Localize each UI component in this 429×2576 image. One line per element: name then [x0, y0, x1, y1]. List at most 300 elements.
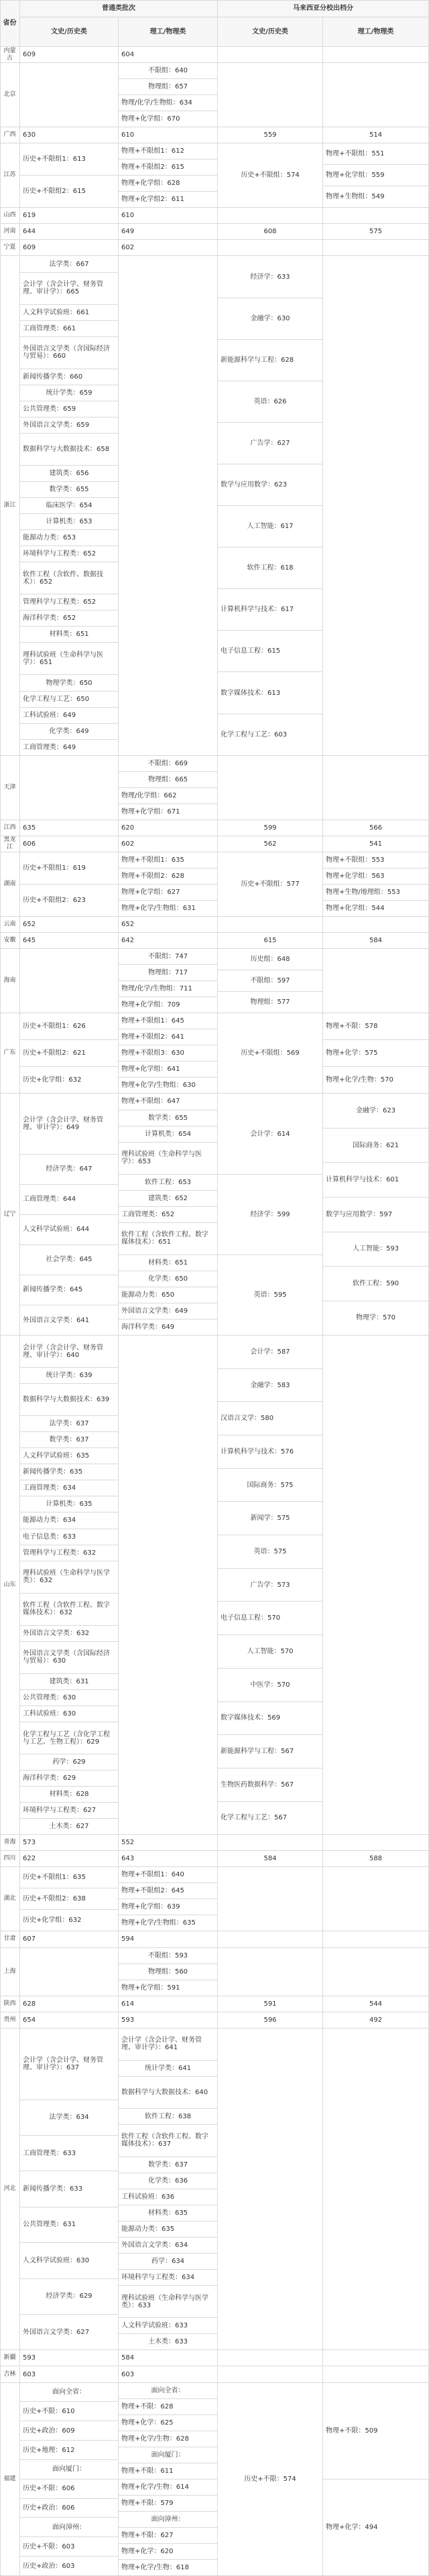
- branch-science-score: 584: [323, 933, 429, 949]
- general-arts-score-item: 计算机类：635: [20, 1496, 119, 1512]
- general-science-score-item: 物理+化学：620: [119, 2544, 218, 2560]
- general-science-score-item: 物理/化学组：662: [119, 788, 218, 804]
- general-science-score-item: 能源动力类：650: [119, 1287, 218, 1303]
- province-name: 河南: [0, 224, 20, 240]
- general-science-score-item: 物理+化学组2：611: [119, 192, 218, 208]
- branch-science-score: 566: [323, 820, 429, 836]
- general-arts-score: 607: [20, 1931, 119, 1947]
- general-science-score-item: 材料类：651: [119, 1255, 218, 1271]
- province-name: 湖北: [0, 1867, 20, 1931]
- general-arts-score-item: 历史+不限：610: [20, 2402, 119, 2421]
- general-arts-score-item: 社会学类：645: [20, 1245, 119, 1275]
- general-arts-score-item: 人文科学试验班：661: [20, 305, 119, 321]
- general-science-score-item: 物理+不限组：647: [119, 1094, 218, 1110]
- branch-science-score-item: 物理+化学/生物：570: [323, 1067, 429, 1094]
- general-science-score-item: 外国语言文学类：649: [119, 1303, 218, 1319]
- province-name: 上海: [0, 1948, 20, 1996]
- general-arts-score: 645: [20, 933, 119, 949]
- general-science-empty-cell: [119, 1336, 218, 1835]
- general-science-score-item: 药学：634: [119, 2254, 218, 2270]
- branch-science-empty-cell: [323, 1931, 429, 1947]
- branch-arts-empty-cell: [218, 240, 323, 256]
- branch-arts-score: 591: [218, 1996, 323, 2012]
- province-name: 贵州: [0, 2012, 20, 2028]
- branch-arts-score-item: 英语：595: [218, 1255, 323, 1336]
- branch-science-empty-cell: [323, 1867, 429, 1931]
- general-arts-score-item: 工商管理类：634: [20, 1480, 119, 1496]
- general-arts-score-item: 数据科学与大数据技术：658: [20, 434, 119, 466]
- branch-arts-score-item: 历史组：648: [218, 949, 323, 970]
- branch-arts-empty-cell: [218, 756, 323, 820]
- branch-arts-score-item: 新闻学：575: [218, 1502, 323, 1535]
- branch-arts-score-item: 英语：626: [218, 381, 323, 423]
- branch-arts-score-item: 会计学：587: [218, 1336, 323, 1369]
- branch-science-score: 541: [323, 836, 429, 852]
- branch-science-score: 492: [323, 2012, 429, 2028]
- general-science-score-item: 软件工程（含软件工程、数字媒体技术）：637: [119, 2125, 218, 2157]
- province-name: 安徽: [0, 933, 20, 949]
- general-arts-score-item: 历史+政治：606: [20, 2499, 119, 2518]
- branch-arts-score-item: 金融学：630: [218, 298, 323, 340]
- general-science-score-item: 土木类：633: [119, 2334, 218, 2350]
- general-science-score: 620: [119, 820, 218, 836]
- branch-arts-score-item: 会计学：614: [218, 1094, 323, 1174]
- general-arts-score-item: 历史+不限组1：613: [20, 143, 119, 176]
- general-arts-score-item: 历史+不限：606: [20, 2480, 119, 2499]
- general-science-score-item: 物理+化学/生物组：635: [119, 1915, 218, 1931]
- general-arts-score-item: 工商管理类：644: [20, 1185, 119, 1215]
- province-name: 宁夏: [0, 240, 20, 256]
- general-science-score-item: 软件工程（含软件工程、数字媒体技术）：651: [119, 1223, 218, 1255]
- general-science-score-item: 不限组：747: [119, 949, 218, 965]
- general-science-score-item: 物理组：665: [119, 772, 218, 788]
- general-arts-score: 652: [20, 917, 119, 933]
- general-arts-score-item: 人文科学试验班：630: [20, 2243, 119, 2278]
- general-science-score: 604: [119, 47, 218, 63]
- general-arts-score-item: 新闻传播学类：660: [20, 369, 119, 385]
- general-arts-score: 630: [20, 127, 119, 143]
- general-science-score-item: 物理+不限组3：630: [119, 1045, 218, 1061]
- branch-science-score-item: 物理+不限：509: [323, 2383, 429, 2480]
- general-arts-score-item: 海洋科学类：652: [20, 610, 119, 627]
- general-arts-score-item: 公共管理类：659: [20, 401, 119, 417]
- general-arts-empty-cell: [20, 756, 119, 820]
- general-arts-score-item: 公共管理类：631: [20, 2207, 119, 2243]
- general-arts-score-item: 外国语言文学类：659: [20, 417, 119, 434]
- general-arts-score-item: 外国语言文学类：632: [20, 1626, 119, 1642]
- general-science-score-item: 物理+化学组：591: [119, 1980, 218, 1996]
- branch-science-score-item: 物理+化学：494: [323, 2480, 429, 2576]
- branch-science-score-item: 物理+化学组：559: [323, 165, 429, 186]
- province-name: 云南: [0, 917, 20, 933]
- general-arts-score-item: 公共管理类：630: [20, 1690, 119, 1706]
- general-arts-score-item: 新闻传播学类：633: [20, 2171, 119, 2207]
- general-arts-score-item: 历史+不限组1：626: [20, 1013, 119, 1040]
- branch-arts-score-item: 英语：575: [218, 1535, 323, 1569]
- general-arts-score-item: 历史+化学组：632: [20, 1910, 119, 1931]
- general-science-score: 652: [119, 917, 218, 933]
- general-arts-score-item: 外国语言文学类：641: [20, 1305, 119, 1336]
- branch-arts-score-item: 新能源科学与工程：628: [218, 340, 323, 381]
- general-arts-score-item: 能源动力类：653: [20, 530, 119, 546]
- general-science-score-item: 工科试验班：636: [119, 2189, 218, 2205]
- branch-arts-col-header: 文史/历史类: [218, 17, 323, 47]
- general-arts-score-item: 面向全省：: [20, 2383, 119, 2402]
- general-arts-score-item: 统计学类：639: [20, 1368, 119, 1384]
- general-science-score-item: 物理+化学组：671: [119, 804, 218, 820]
- general-arts-score-item: 临床医学：654: [20, 498, 119, 514]
- general-arts-score-item: 计算机类：653: [20, 514, 119, 530]
- general-science-score-item: 物理+化学组：641: [119, 1061, 218, 1078]
- general-arts-score-item: 材料类：628: [20, 1787, 119, 1803]
- general-arts-score-item: 环境科学与工程类：652: [20, 546, 119, 562]
- general-arts-score-item: 环境科学与工程类：627: [20, 1803, 119, 1819]
- general-science-score-item: 计算机类：654: [119, 1126, 218, 1143]
- general-arts-score-item: 历史+不限组1：635: [20, 1867, 119, 1888]
- branch-science-empty-cell: [323, 1835, 429, 1851]
- general-science-score-item: 建筑类：652: [119, 1191, 218, 1207]
- general-arts-score-item: 数据科学与大数据技术：639: [20, 1384, 119, 1416]
- branch-arts-score: 历史+不限组：577: [218, 852, 323, 917]
- branch-arts-score-item: 数学与应用数学：623: [218, 464, 323, 506]
- branch-arts-score: 历史+不限组：574: [218, 143, 323, 208]
- general-science-score-item: 物理+不限组1：612: [119, 143, 218, 159]
- general-arts-score-item: 面向厦门：: [20, 2460, 119, 2480]
- general-science-score-item: 软件工程：653: [119, 1175, 218, 1191]
- province-name: 四川: [0, 1851, 20, 1867]
- province-name: 山西: [0, 208, 20, 224]
- province-name: 甘肃: [0, 1931, 20, 1947]
- general-science-score-item: 材料类：635: [119, 2205, 218, 2221]
- general-science-score-item: 物理+化学组：709: [119, 997, 218, 1013]
- general-science-score: 552: [119, 1835, 218, 1851]
- general-science-score-item: 物理+不限组1：645: [119, 1013, 218, 1029]
- general-arts-score-item: 法学类：637: [20, 1416, 119, 1432]
- branch-science-empty-cell: [323, 256, 429, 755]
- general-science-score-item: 工商管理类：652: [119, 1207, 218, 1223]
- general-science-score-item: 外国语言文学类：634: [119, 2238, 218, 2254]
- general-arts-score-item: 工商管理类：661: [20, 321, 119, 337]
- general-science-score-item: 理科试验班（生命科学与医学类）：633: [119, 2286, 218, 2318]
- general-arts-score-item: 化学工程与工艺（含化学工程与工艺、生物工程）：629: [20, 1722, 119, 1754]
- branch-science-score: 514: [323, 127, 429, 143]
- general-science-score-item: 海洋科学类：649: [119, 1319, 218, 1336]
- province-name: 江西: [0, 820, 20, 836]
- province-name: 湖南: [0, 852, 20, 917]
- branch-arts-empty-cell: [218, 63, 323, 127]
- province-name: 吉林: [0, 2367, 20, 2383]
- general-science-score-item: 数学类：637: [119, 2157, 218, 2173]
- branch-arts-score-item: 数字媒体技术：569: [218, 1702, 323, 1736]
- branch-science-empty-cell: [323, 63, 429, 127]
- general-science-score-item: 不限组：669: [119, 756, 218, 772]
- province-name: 山东: [0, 1336, 20, 1835]
- general-arts-score-item: 经济学类：647: [20, 1155, 119, 1185]
- general-science-score-item: 物理+化学组：670: [119, 111, 218, 127]
- general-arts-score-item: 会计学（含会计学、财务管理、审计学）：665: [20, 273, 119, 305]
- branch-arts-score-item: 电子信息工程：570: [218, 1602, 323, 1635]
- branch-science-empty-cell: [323, 2028, 429, 2351]
- general-arts-score-item: 历史+不限组1：619: [20, 852, 119, 885]
- general-arts-score-item: 药学：629: [20, 1754, 119, 1770]
- general-science-score-item: 化学类：650: [119, 1271, 218, 1287]
- general-arts-empty-cell: [20, 63, 119, 127]
- province-name: 海南: [0, 949, 20, 1013]
- branch-arts-score-item: 物理组：577: [218, 992, 323, 1013]
- branch-science-col-header: 理工/物理类: [323, 17, 429, 47]
- branch-arts-empty-cell: [218, 47, 323, 63]
- general-arts-score-item: 历史+政治：609: [20, 2421, 119, 2441]
- branch-arts-score-item: 新能源科学与工程：567: [218, 1735, 323, 1768]
- general-arts-score-item: 管理科学与工程类：652: [20, 594, 119, 610]
- branch-arts-score-item: 金融学：583: [218, 1369, 323, 1403]
- branch-arts-score: 559: [218, 127, 323, 143]
- branch-science-empty-cell: [323, 1948, 429, 1996]
- branch-arts-score: 历史+不限：574: [218, 2383, 323, 2576]
- general-science-score: 642: [119, 933, 218, 949]
- general-science-col-header: 理工/物理类: [119, 17, 218, 47]
- general-science-score: 649: [119, 224, 218, 240]
- general-arts-score-item: 历史+不限组2：638: [20, 1888, 119, 1910]
- general-science-score: 602: [119, 240, 218, 256]
- branch-science-score-item: 物理+化学组：563: [323, 868, 429, 885]
- branch-arts-score: 584: [218, 1851, 323, 1867]
- general-arts-score-item: 理科试验班（生命科学与医学）：651: [20, 643, 119, 675]
- general-arts-score-item: 物理学类：650: [20, 675, 119, 691]
- general-arts-score-item: 外国语言文学类（含国际经济与贸易）：630: [20, 1642, 119, 1674]
- province-name: 新疆: [0, 2350, 20, 2366]
- general-arts-score: 619: [20, 208, 119, 224]
- general-arts-score-item: 工商管理类：649: [20, 740, 119, 756]
- branch-science-score: 588: [323, 1851, 429, 1867]
- general-science-score-item: 物理+化学组：628: [119, 176, 218, 192]
- branch-science-empty-cell: [323, 2350, 429, 2366]
- general-science-score-item: 物理组：717: [119, 965, 218, 981]
- general-arts-score-item: 建筑类：656: [20, 466, 119, 482]
- branch-arts-score-item: 不限组：597: [218, 970, 323, 992]
- branch-science-empty-cell: [323, 917, 429, 933]
- branch-arts-score: 历史+不限组：569: [218, 1013, 323, 1094]
- general-arts-score-item: 管理科学与工程类：632: [20, 1545, 119, 1561]
- branch-arts-empty-cell: [218, 208, 323, 224]
- branch-arts-empty-cell: [218, 917, 323, 933]
- general-science-score-item: 人文科学试验班：633: [119, 2318, 218, 2334]
- branch-arts-empty-cell: [218, 2028, 323, 2351]
- branch-science-empty-cell: [323, 1336, 429, 1835]
- branch-science-empty-cell: [323, 240, 429, 256]
- branch-arts-empty-cell: [218, 1835, 323, 1851]
- branch-arts-score-item: 计算机科学与技术：576: [218, 1435, 323, 1469]
- general-arts-score: 609: [20, 240, 119, 256]
- province-name: 黑龙江: [0, 836, 20, 852]
- general-science-score-item: 理科试验班（生命科学与医学）：653: [119, 1143, 218, 1175]
- general-arts-score-item: 法学类：667: [20, 256, 119, 272]
- branch-arts-score: 615: [218, 933, 323, 949]
- general-arts-score: 654: [20, 2012, 119, 2028]
- branch-arts-score-item: 计算机科学与技术：617: [218, 589, 323, 631]
- branch-science-score-item: 物理+生物组：549: [323, 186, 429, 208]
- branch-arts-empty-cell: [218, 2367, 323, 2383]
- branch-arts-score-item: 软件工程：618: [218, 548, 323, 589]
- general-science-score: 594: [119, 1931, 218, 1947]
- province-name: 福建: [0, 2383, 20, 2576]
- branch-science-score-item: 国际商务：621: [323, 1129, 429, 1163]
- general-arts-score: 628: [20, 1996, 119, 2012]
- general-arts-score-item: 数学类：637: [20, 1432, 119, 1448]
- branch-arts-score-item: 电子信息工程：615: [218, 631, 323, 672]
- branch-arts-score-item: 化学工程与工艺：603: [218, 714, 323, 756]
- general-science-score-item: 物理+化学/生物组：630: [119, 1078, 218, 1094]
- general-arts-score: 593: [20, 2350, 119, 2366]
- general-arts-score-item: 会计学（含会计学、财务管理、审计学）：649: [20, 1094, 119, 1154]
- branch-science-score-item: 数学与应用数学：597: [323, 1198, 429, 1232]
- general-arts-score-item: 工科试验班：649: [20, 708, 119, 724]
- branch-campus-header: 马来西亚分校出档分: [218, 0, 429, 17]
- general-science-score-item: 数学类：655: [119, 1110, 218, 1126]
- general-science-score-item: 环境科学与工程类：634: [119, 2270, 218, 2286]
- province-name: 浙江: [0, 256, 20, 755]
- general-arts-score-item: 会计学（含会计学、财务管理、审计学）：640: [20, 1336, 119, 1368]
- general-science-score: 603: [119, 2367, 218, 2383]
- general-arts-score-item: 海洋科学类：629: [20, 1770, 119, 1787]
- general-arts-score-item: 人文科学试验班：635: [20, 1448, 119, 1464]
- branch-arts-empty-cell: [218, 1867, 323, 1931]
- branch-arts-score-item: 经济学：633: [218, 256, 323, 298]
- branch-arts-score: 599: [218, 820, 323, 836]
- province-name: 陕西: [0, 1996, 20, 2012]
- general-science-score-item: 不限组：640: [119, 63, 218, 79]
- general-science-score-item: 物理+不限：627: [119, 2528, 218, 2544]
- branch-science-empty-cell: [323, 2367, 429, 2383]
- branch-science-score-item: 金融学：623: [323, 1094, 429, 1129]
- branch-arts-score-item: 汉语言文学：580: [218, 1402, 323, 1435]
- general-science-score-item: 物理组：560: [119, 1964, 218, 1980]
- general-arts-score-item: 土木类：627: [20, 1819, 119, 1835]
- general-science-score-item: 物理+不限组2：645: [119, 1883, 218, 1899]
- general-arts-score-item: 工科试验班：630: [20, 1706, 119, 1722]
- general-science-score-item: 物理+不限：579: [119, 2496, 218, 2512]
- general-science-score: 593: [119, 2012, 218, 2028]
- general-batch-header: 普通类批次: [20, 0, 218, 17]
- branch-arts-score-item: 广告学：627: [218, 423, 323, 464]
- general-science-score-item: 物理+不限组1：640: [119, 1867, 218, 1883]
- branch-arts-score-item: 生物医药数据科学：567: [218, 1768, 323, 1802]
- branch-arts-score-item: 国际商务：575: [218, 1469, 323, 1502]
- branch-science-score-item: 软件工程：590: [323, 1267, 429, 1301]
- branch-science-score-item: 物理+化学：575: [323, 1040, 429, 1067]
- general-science-score-item: 物理/化学/生物组：634: [119, 95, 218, 111]
- province-name: 江苏: [0, 143, 20, 208]
- province-name: 天津: [0, 756, 20, 820]
- branch-science-empty-cell: [323, 756, 429, 820]
- branch-science-score-item: 物理+化学组：544: [323, 901, 429, 917]
- general-arts-score-item: 化学工程与工艺：650: [20, 692, 119, 708]
- general-arts-score: 622: [20, 1851, 119, 1867]
- general-arts-score-item: 电子信息类：633: [20, 1529, 119, 1545]
- general-science-empty-cell: [119, 256, 218, 755]
- branch-science-score-item: 物理+不限：578: [323, 1013, 429, 1040]
- general-science-score: 584: [119, 2350, 218, 2366]
- general-science-score-item: 物理+化学组：627: [119, 885, 218, 901]
- branch-arts-empty-cell: [218, 1931, 323, 1947]
- general-science-score: 610: [119, 208, 218, 224]
- general-arts-score: 609: [20, 47, 119, 63]
- general-arts-score-item: 会计学（含会计学、财务管理、审计学）：637: [20, 2028, 119, 2100]
- general-arts-score: 573: [20, 1835, 119, 1851]
- province-name: 广西: [0, 127, 20, 143]
- general-science-score-item: 物理+不限：611: [119, 2463, 218, 2480]
- branch-science-score-item: 人工智能：593: [323, 1232, 429, 1267]
- branch-arts-score-item: 广告学：573: [218, 1569, 323, 1602]
- branch-arts-score-item: 化学工程与工艺：567: [218, 1802, 323, 1836]
- branch-arts-empty-cell: [218, 1948, 323, 1996]
- branch-arts-score-item: 人工智能：570: [218, 1635, 323, 1669]
- province-name: 青海: [0, 1835, 20, 1851]
- general-science-score-item: 物理+不限组2：641: [119, 1029, 218, 1045]
- branch-arts-score-item: 经济学：599: [218, 1175, 323, 1255]
- general-arts-score-item: 软件工程（含软件、数据技术）：652: [20, 562, 119, 594]
- general-arts-score-item: 理科试验班（生命科学与医学类）：632: [20, 1561, 119, 1594]
- general-science-score-item: 数据科学与大数据技术：640: [119, 2077, 218, 2109]
- general-science-score: 602: [119, 836, 218, 852]
- general-science-score-item: 物理+化学/生物：618: [119, 2560, 218, 2576]
- general-science-score-item: 物理+化学：625: [119, 2415, 218, 2431]
- general-arts-score-item: 外国语言文学类（含国际经济与贸易）：660: [20, 337, 119, 369]
- general-arts-col-header: 文史/历史类: [20, 17, 119, 47]
- branch-science-score-item: 物理+不限组：551: [323, 143, 429, 165]
- branch-science-score-item: 物理学：570: [323, 1301, 429, 1336]
- general-arts-score-item: 历史+不限：603: [20, 2537, 119, 2557]
- general-science-score-item: 物理+化学组：639: [119, 1899, 218, 1915]
- branch-arts-empty-cell: [218, 2350, 323, 2366]
- general-arts-score: 603: [20, 2367, 119, 2383]
- branch-arts-score-item: 中医学：570: [218, 1669, 323, 1702]
- general-science-score-item: 物理+不限组1：635: [119, 852, 218, 868]
- province-name: 广东: [0, 1013, 20, 1094]
- general-arts-score-item: 经济学类：629: [20, 2279, 119, 2315]
- general-arts-score-item: 历史+政治：603: [20, 2557, 119, 2576]
- general-arts-score-item: 新闻传播学类：645: [20, 1275, 119, 1305]
- general-science-score-item: 物理组：657: [119, 79, 218, 95]
- branch-arts-score: 596: [218, 2012, 323, 2028]
- general-science-score: 643: [119, 1851, 218, 1867]
- branch-science-score-item: 物理+不限组：553: [323, 852, 429, 868]
- general-arts-score-item: 历史+化学组：632: [20, 1067, 119, 1094]
- general-arts-empty-cell: [20, 949, 119, 1013]
- general-arts-score-item: 数学类：655: [20, 482, 119, 498]
- branch-arts-score: 562: [218, 836, 323, 852]
- province-name: 河北: [0, 2028, 20, 2351]
- general-science-score-item: 统计学类：641: [119, 2061, 218, 2077]
- general-arts-score-item: 工商管理类：633: [20, 2136, 119, 2171]
- general-science-score-item: 物理+化学/生物：614: [119, 2480, 218, 2496]
- general-science-score-item: 化学类：636: [119, 2173, 218, 2189]
- general-arts-score-item: 统计学类：659: [20, 385, 119, 401]
- general-arts-score-item: 历史+不限组2：623: [20, 885, 119, 917]
- general-science-score-item: 物理+化学/生物：628: [119, 2431, 218, 2447]
- general-arts-score: 606: [20, 836, 119, 852]
- general-arts-score-item: 能源动力类：634: [20, 1512, 119, 1529]
- branch-science-score: 544: [323, 1996, 429, 2012]
- general-science-score-item: 面向厦门：: [119, 2447, 218, 2463]
- general-arts-score-item: 历史+不限组2：615: [20, 176, 119, 208]
- general-arts-score-item: 材料类：651: [20, 627, 119, 643]
- branch-science-score-item: 计算机科学与技术：601: [323, 1163, 429, 1198]
- general-science-score-item: 会计学（含会计学、财务管理、审计学）：641: [119, 2028, 218, 2061]
- general-arts-empty-cell: [20, 1948, 119, 1996]
- general-arts-score-item: 法学类：634: [20, 2100, 119, 2136]
- general-arts-score-item: 历史+不限组2：621: [20, 1040, 119, 1067]
